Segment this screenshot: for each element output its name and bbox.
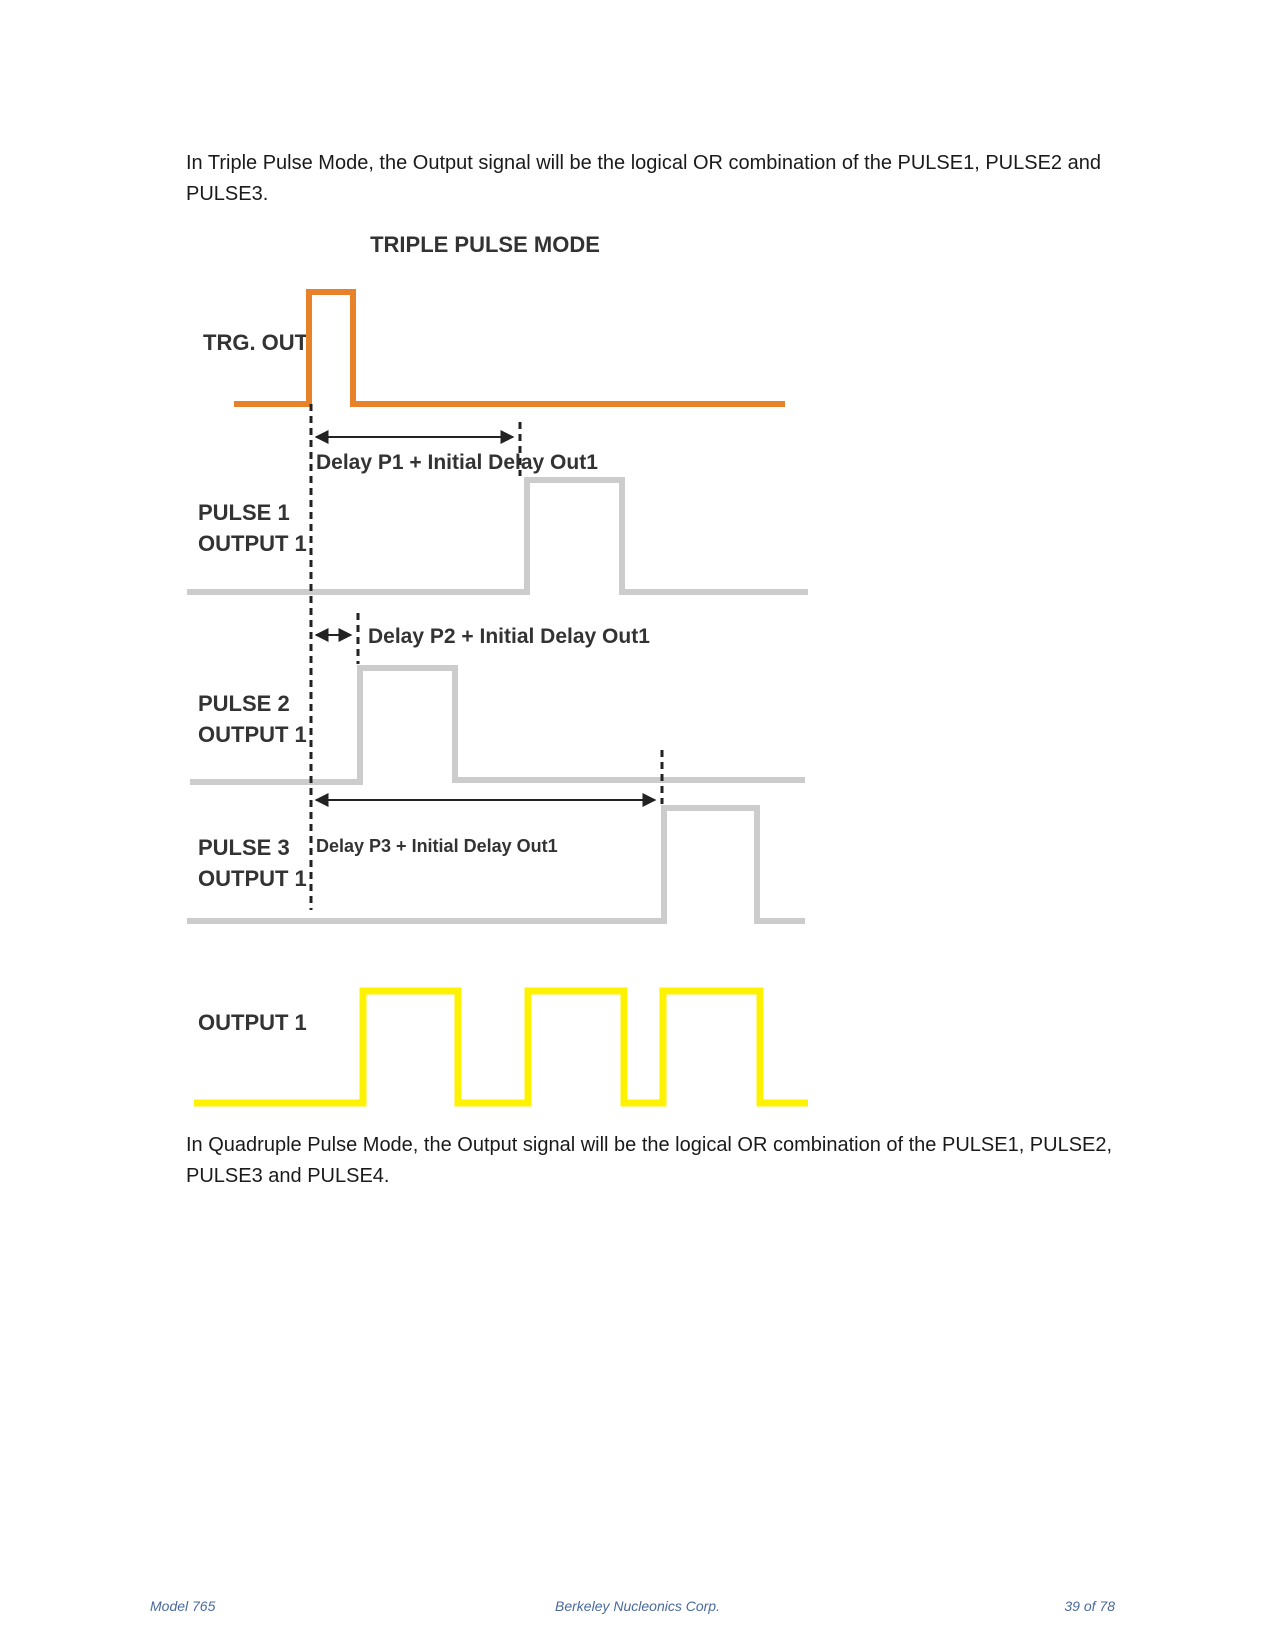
pulse3-waveform (187, 808, 805, 921)
pulse3-label: PULSE 3 (198, 835, 290, 860)
output-label: OUTPUT 1 (198, 1010, 307, 1035)
delay-p1-label: Delay P1 + Initial Delay Out1 (316, 451, 598, 474)
diagram-title: TRIPLE PULSE MODE (370, 232, 600, 257)
trg-out-waveform (234, 292, 785, 404)
delay-p3-label: Delay P3 + Initial Delay Out1 (316, 836, 558, 856)
footer-company: Berkeley Nucleonics Corp. (555, 1598, 720, 1614)
quadruple-paragraph: In Quadruple Pulse Mode, the Output signal will be the logical OR combination of the PULSE1, PULSE2, PULSE3 and PULSE4. (186, 1134, 1113, 1187)
output-waveform (194, 991, 808, 1103)
pulse1-output-label: OUTPUT 1 (198, 531, 307, 556)
pulse3-output-label: OUTPUT 1 (198, 866, 307, 891)
delay-p2-label: Delay P2 + Initial Delay Out1 (368, 625, 650, 648)
footer-model: Model 765 (150, 1598, 216, 1614)
trg-out-label: TRG. OUT (203, 330, 309, 355)
pulse1-label: PULSE 1 (198, 500, 290, 525)
intro-paragraph: In Triple Pulse Mode, the Output signal will be the logical OR combination of the PULSE1, PULSE2 and PULSE3. (186, 152, 1101, 205)
pulse2-label: PULSE 2 (198, 691, 290, 716)
pulse2-output-label: OUTPUT 1 (198, 722, 307, 747)
footer-page-number: 39 of 78 (1064, 1598, 1115, 1614)
